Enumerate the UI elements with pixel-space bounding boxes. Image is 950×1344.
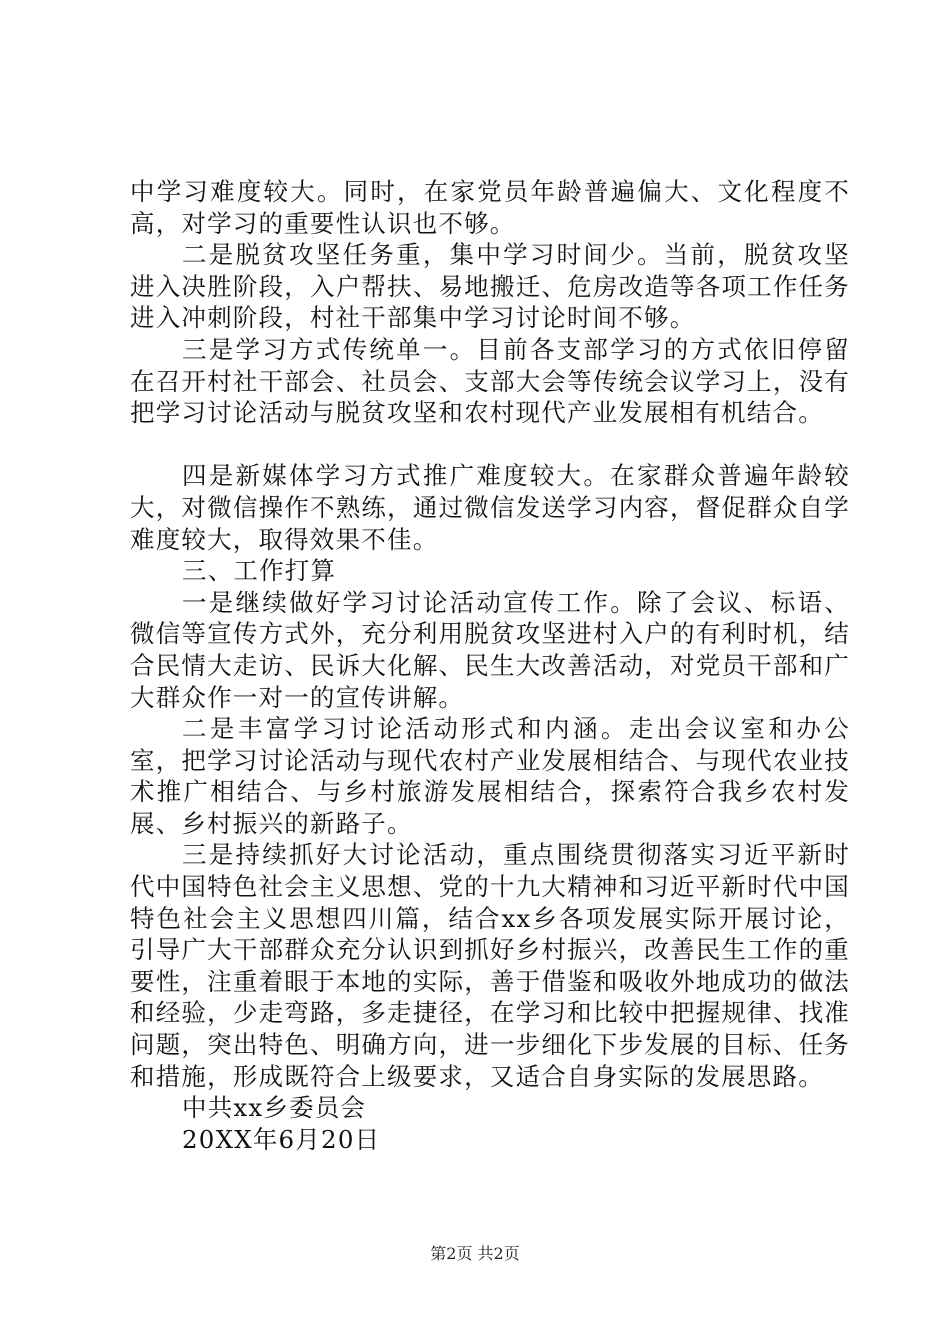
signature-organization: 中共xx乡委员会 (182, 1093, 367, 1123)
page-footer: 第2页 共2页 (430, 1244, 520, 1263)
signature-date: 20XX年6月20日 (182, 1124, 381, 1154)
paragraph-issue-four: 四是新媒体学习方式推广难度较大。在家群众普遍年龄较大，对微信操作不熟练，通过微信发送学习内容，督促群众自学难度较大，取得效果不佳。 (130, 461, 850, 554)
paragraph-plan-one: 一是继续做好学习讨论活动宣传工作。除了会议、标语、微信等宣传方式外，充分利用脱贫攻坚进村入户的有利时机，结合民情大走访、民诉大化解、民生大改善活动，对党员干部和广大群众作一对一的宣传讲解。 (130, 587, 850, 712)
paragraph-issue-two: 二是脱贫攻坚任务重，集中学习时间少。当前，脱贫攻坚进入决胜阶段，入户帮扶、易地搬迁、危房改造等各项工作任务进入冲刺阶段，村社干部集中学习讨论时间不够。 (130, 240, 850, 333)
paragraph-spacer (130, 429, 850, 461)
section-heading-work-plan: 三、工作打算 (182, 556, 337, 586)
paragraph-plan-two: 二是丰富学习讨论活动形式和内涵。走出会议室和办公室，把学习讨论活动与现代农村产业发展相结合、与现代农业技术推广相结合、与乡村旅游发展相结合，探索符合我乡农村发展、乡村振兴的新路子。 (130, 714, 850, 838)
paragraph-issue-three: 三是学习方式传统单一。目前各支部学习的方式依旧停留在召开村社干部会、社员会、支部大会等传统会议学习上，没有把学习讨论活动与脱贫攻坚和农村现代产业发展相有机结合。 (130, 334, 850, 428)
paragraph-continuation: 中学习难度较大。同时，在家党员年龄普遍偏大、文化程度不高，对学习的重要性认识也不够。 (130, 177, 850, 238)
document-body (130, 176, 850, 1155)
paragraph-plan-three: 三是持续抓好大讨论活动，重点围绕贯彻落实习近平新时代中国特色社会主义思想、党的十九大精神和习近平新时代中国特色社会主义思想四川篇，结合xx乡各项发展实际开展讨论，引导广大干部群众充分认识到抓好乡村振兴，改善民生工作的重要性，注重着眼于本地的实际，善于借鉴和吸收外地成功的做法和经验，少走弯路，多走捷径，在学习和比较中把握规律、找准问题，突出特色、明确方向，进一步细化下步发展的目标、任务和措施，形成既符合上级要求，又适合自身实际的发展思路。 (130, 840, 850, 1091)
